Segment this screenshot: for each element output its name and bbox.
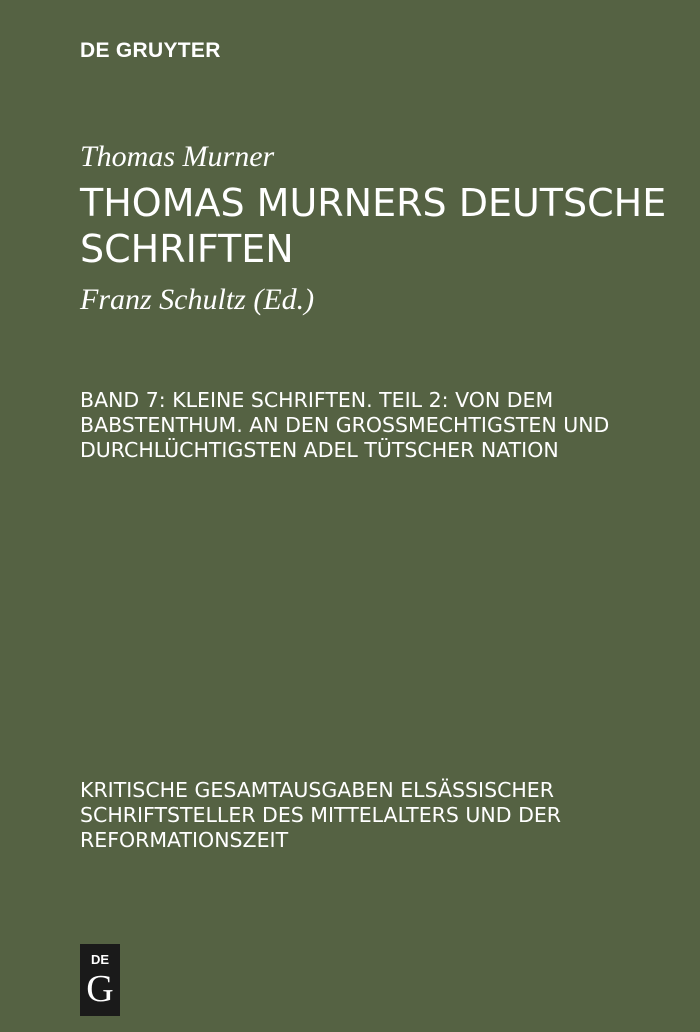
publisher-name: DE GRUYTER: [80, 39, 221, 62]
logo-bottom-letter: G: [86, 968, 114, 1010]
series-title: KRITISCHE GESAMTAUSGABEN ELSÄSSISCHER SCHRIFTSTELLER DES MITTELALTERS UND DER REFORMATIONSZEIT: [80, 778, 562, 852]
author-name: Thomas Murner: [80, 140, 275, 173]
logo-top-text: DE: [90, 952, 110, 967]
volume-title: BAND 7: KLEINE SCHRIFTEN. TEIL 2: VON DEM BABSTENTHUM. AN DEN GROSSMECHTIGSTEN UND DURCHLÜCHTIGSTEN ADEL TÜTSCHER NATION: [80, 388, 610, 462]
publisher-logo: [80, 944, 120, 1016]
book-title: THOMAS MURNERS DEUTSCHE SCHRIFTEN: [80, 181, 667, 271]
editor-name: Franz Schultz (Ed.): [80, 283, 315, 316]
